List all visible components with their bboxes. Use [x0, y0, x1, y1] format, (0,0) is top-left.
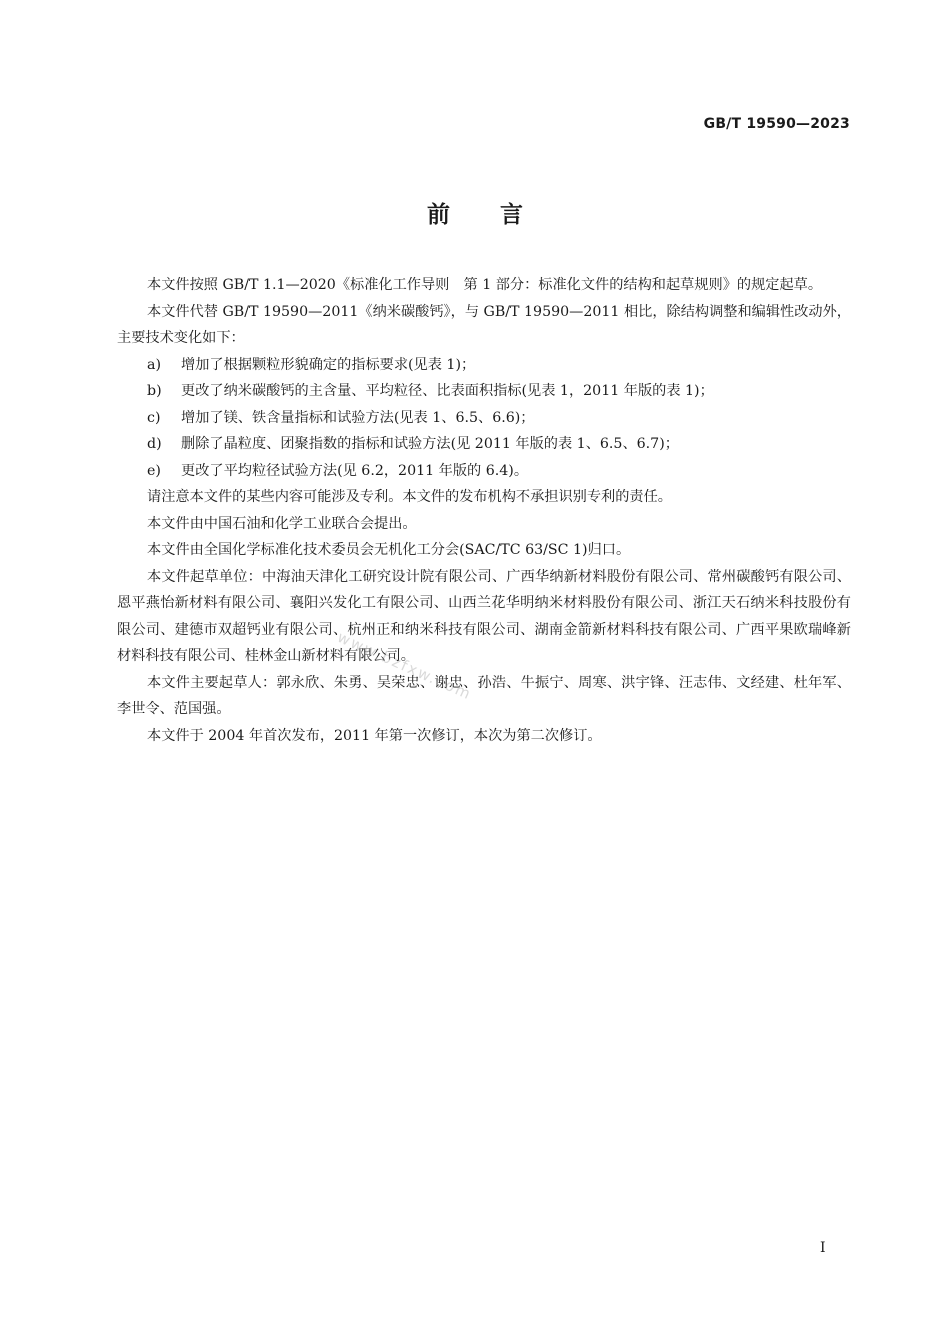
list-item-text: 删除了晶粒度、团聚指数的指标和试验方法(见 2011 年版的表 1、6.5、6.7)；: [181, 436, 679, 452]
list-item-label: a): [147, 356, 161, 373]
list-item-label: e): [147, 462, 161, 479]
paragraph-proposer: 本文件由中国石油和化学工业联合会提出。: [147, 515, 417, 532]
standard-code: GB/T 19590—2023: [703, 116, 850, 132]
list-item: [117, 352, 851, 379]
paragraph-committee: 本文件由全国化学标准化技术委员会无机化工分会(SAC/TC 63/SC 1)归口。: [147, 542, 631, 558]
list-item-text: 增加了根据颗粒形貌确定的指标要求(见表 1)；: [181, 356, 476, 373]
paragraph-replaces: 本文件代替 GB/T 19590—2011《纳米碳酸钙》，与 GB/T 19590—2011 相比，除结构调整和编辑性改动外，主要技术变化如下：: [117, 303, 851, 346]
list-item: [117, 458, 851, 485]
list-item: [117, 431, 851, 458]
list-item-text: 增加了镁、铁含量指标和试验方法(见表 1、6.5、6.6)；: [181, 409, 535, 426]
list-item-text: 更改了平均粒径试验方法(见 6.2，2011 年版的 6.4)。: [181, 462, 529, 479]
list-item: [117, 405, 851, 432]
paragraph-patent-notice: 请注意本文件的某些内容可能涉及专利。本文件的发布机构不承担识别专利的责任。: [147, 489, 672, 505]
list-item-label: b): [147, 383, 162, 399]
change-list: [117, 352, 851, 485]
page-number: I: [820, 1240, 826, 1256]
list-item-text: 更改了纳米碳酸钙的主含量、平均粒径、比表面积指标(见表 1，2011 年版的表 1)；: [181, 383, 714, 399]
list-item-label: c): [147, 409, 161, 426]
paragraph-drafting-rules: 本文件按照 GB/T 1.1—2020《标准化工作导则 第 1 部分：标准化文件的结构和起草规则》的规定起草。: [147, 277, 823, 293]
list-item: [117, 378, 851, 405]
paragraph-history: 本文件于 2004 年首次发布，2011 年第一次修订，本次为第二次修订。: [147, 727, 602, 744]
list-item-label: d): [147, 436, 162, 452]
watermark: www.bzfxw.com: [334, 628, 475, 704]
paragraph-drafters: 本文件主要起草人：郭永欣、朱勇、吴荣忠、谢忠、孙浩、牛振宁、周寒、洪宇锋、汪志伟、文经建、杜年军、李世令、范国强。: [117, 674, 851, 717]
foreword-body: [117, 272, 851, 749]
page-title: 前言: [427, 202, 573, 228]
paragraph-drafting-units: 本文件起草单位：中海油天津化工研究设计院有限公司、广西华纳新材料股份有限公司、常州碳酸钙有限公司、恩平燕怡新材料有限公司、襄阳兴发化工有限公司、山西兰花华明纳米材料股份有限公司、浙江天石纳米科技股份有限公司、建德市双超钙业有限公司、杭州正和纳米科技有限公司、湖南金箭新材料科技有限公司、广西平果欧瑞峰新材料科技有限公司、桂林金山新材料有限公司。: [117, 568, 851, 664]
